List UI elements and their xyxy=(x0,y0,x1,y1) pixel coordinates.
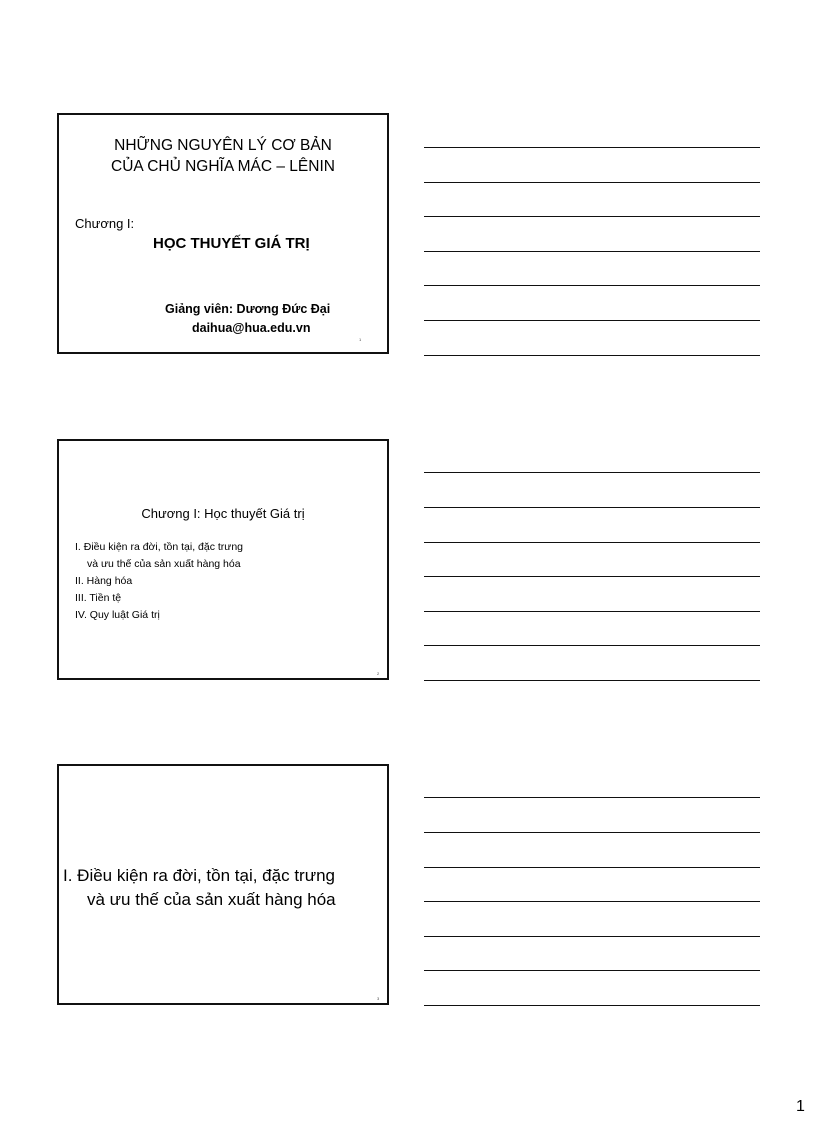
outline-item: IV. Quy luật Giá trị xyxy=(75,609,160,621)
note-line xyxy=(424,285,760,286)
slide-1-number: 1 xyxy=(359,337,362,342)
note-line xyxy=(424,645,760,646)
outline-item: I. Điều kiện ra đời, tồn tại, đặc trưng xyxy=(75,541,243,553)
slide-1 xyxy=(57,113,389,354)
slide-3 xyxy=(57,764,389,1005)
slide-1-title-line-2: CỦA CHỦ NGHĨA MÁC – LÊNIN xyxy=(111,158,335,175)
note-line xyxy=(424,542,760,543)
outline-item: III. Tiền tệ xyxy=(75,592,122,604)
note-line xyxy=(424,832,760,833)
slide-2-number: 2 xyxy=(377,671,380,676)
outline-item: II. Hàng hóa xyxy=(75,575,133,587)
note-line xyxy=(424,251,760,252)
slide-1-title xyxy=(59,135,387,177)
note-line xyxy=(424,936,760,937)
outline-item: và ưu thế của sản xuất hàng hóa xyxy=(87,558,241,570)
note-line xyxy=(424,507,760,508)
note-line xyxy=(424,576,760,577)
note-line xyxy=(424,680,760,681)
slide-1-email: daihua@hua.edu.vn xyxy=(192,321,311,335)
page-number: 1 xyxy=(796,1098,805,1115)
slide-1-heading: HỌC THUYẾT GIÁ TRỊ xyxy=(153,235,310,252)
slide-1-title-line-1: NHỮNG NGUYÊN LÝ CƠ BẢN xyxy=(114,137,332,154)
note-line xyxy=(424,611,760,612)
note-line xyxy=(424,472,760,473)
slide-3-heading-line-2: và ưu thế của sản xuất hàng hóa xyxy=(87,890,336,909)
note-line xyxy=(424,867,760,868)
slide-1-lecturer: Giảng viên: Dương Đức Đại xyxy=(165,302,331,316)
slide-3-heading xyxy=(63,864,336,912)
note-line xyxy=(424,320,760,321)
note-line xyxy=(424,797,760,798)
slide-2-title: Chương I: Học thuyết Giá trị xyxy=(141,506,305,521)
note-line xyxy=(424,355,760,356)
note-line xyxy=(424,147,760,148)
note-line xyxy=(424,901,760,902)
slide-3-number: 3 xyxy=(377,996,380,1001)
note-line xyxy=(424,182,760,183)
note-line xyxy=(424,970,760,971)
slide-2-outline-list xyxy=(75,539,243,624)
note-line xyxy=(424,216,760,217)
slide-1-chapter: Chương I: xyxy=(75,216,135,231)
slide-2 xyxy=(57,439,389,680)
note-line xyxy=(424,1005,760,1006)
slide-3-heading-line-1: I. Điều kiện ra đời, tồn tại, đặc trưng xyxy=(63,866,335,885)
